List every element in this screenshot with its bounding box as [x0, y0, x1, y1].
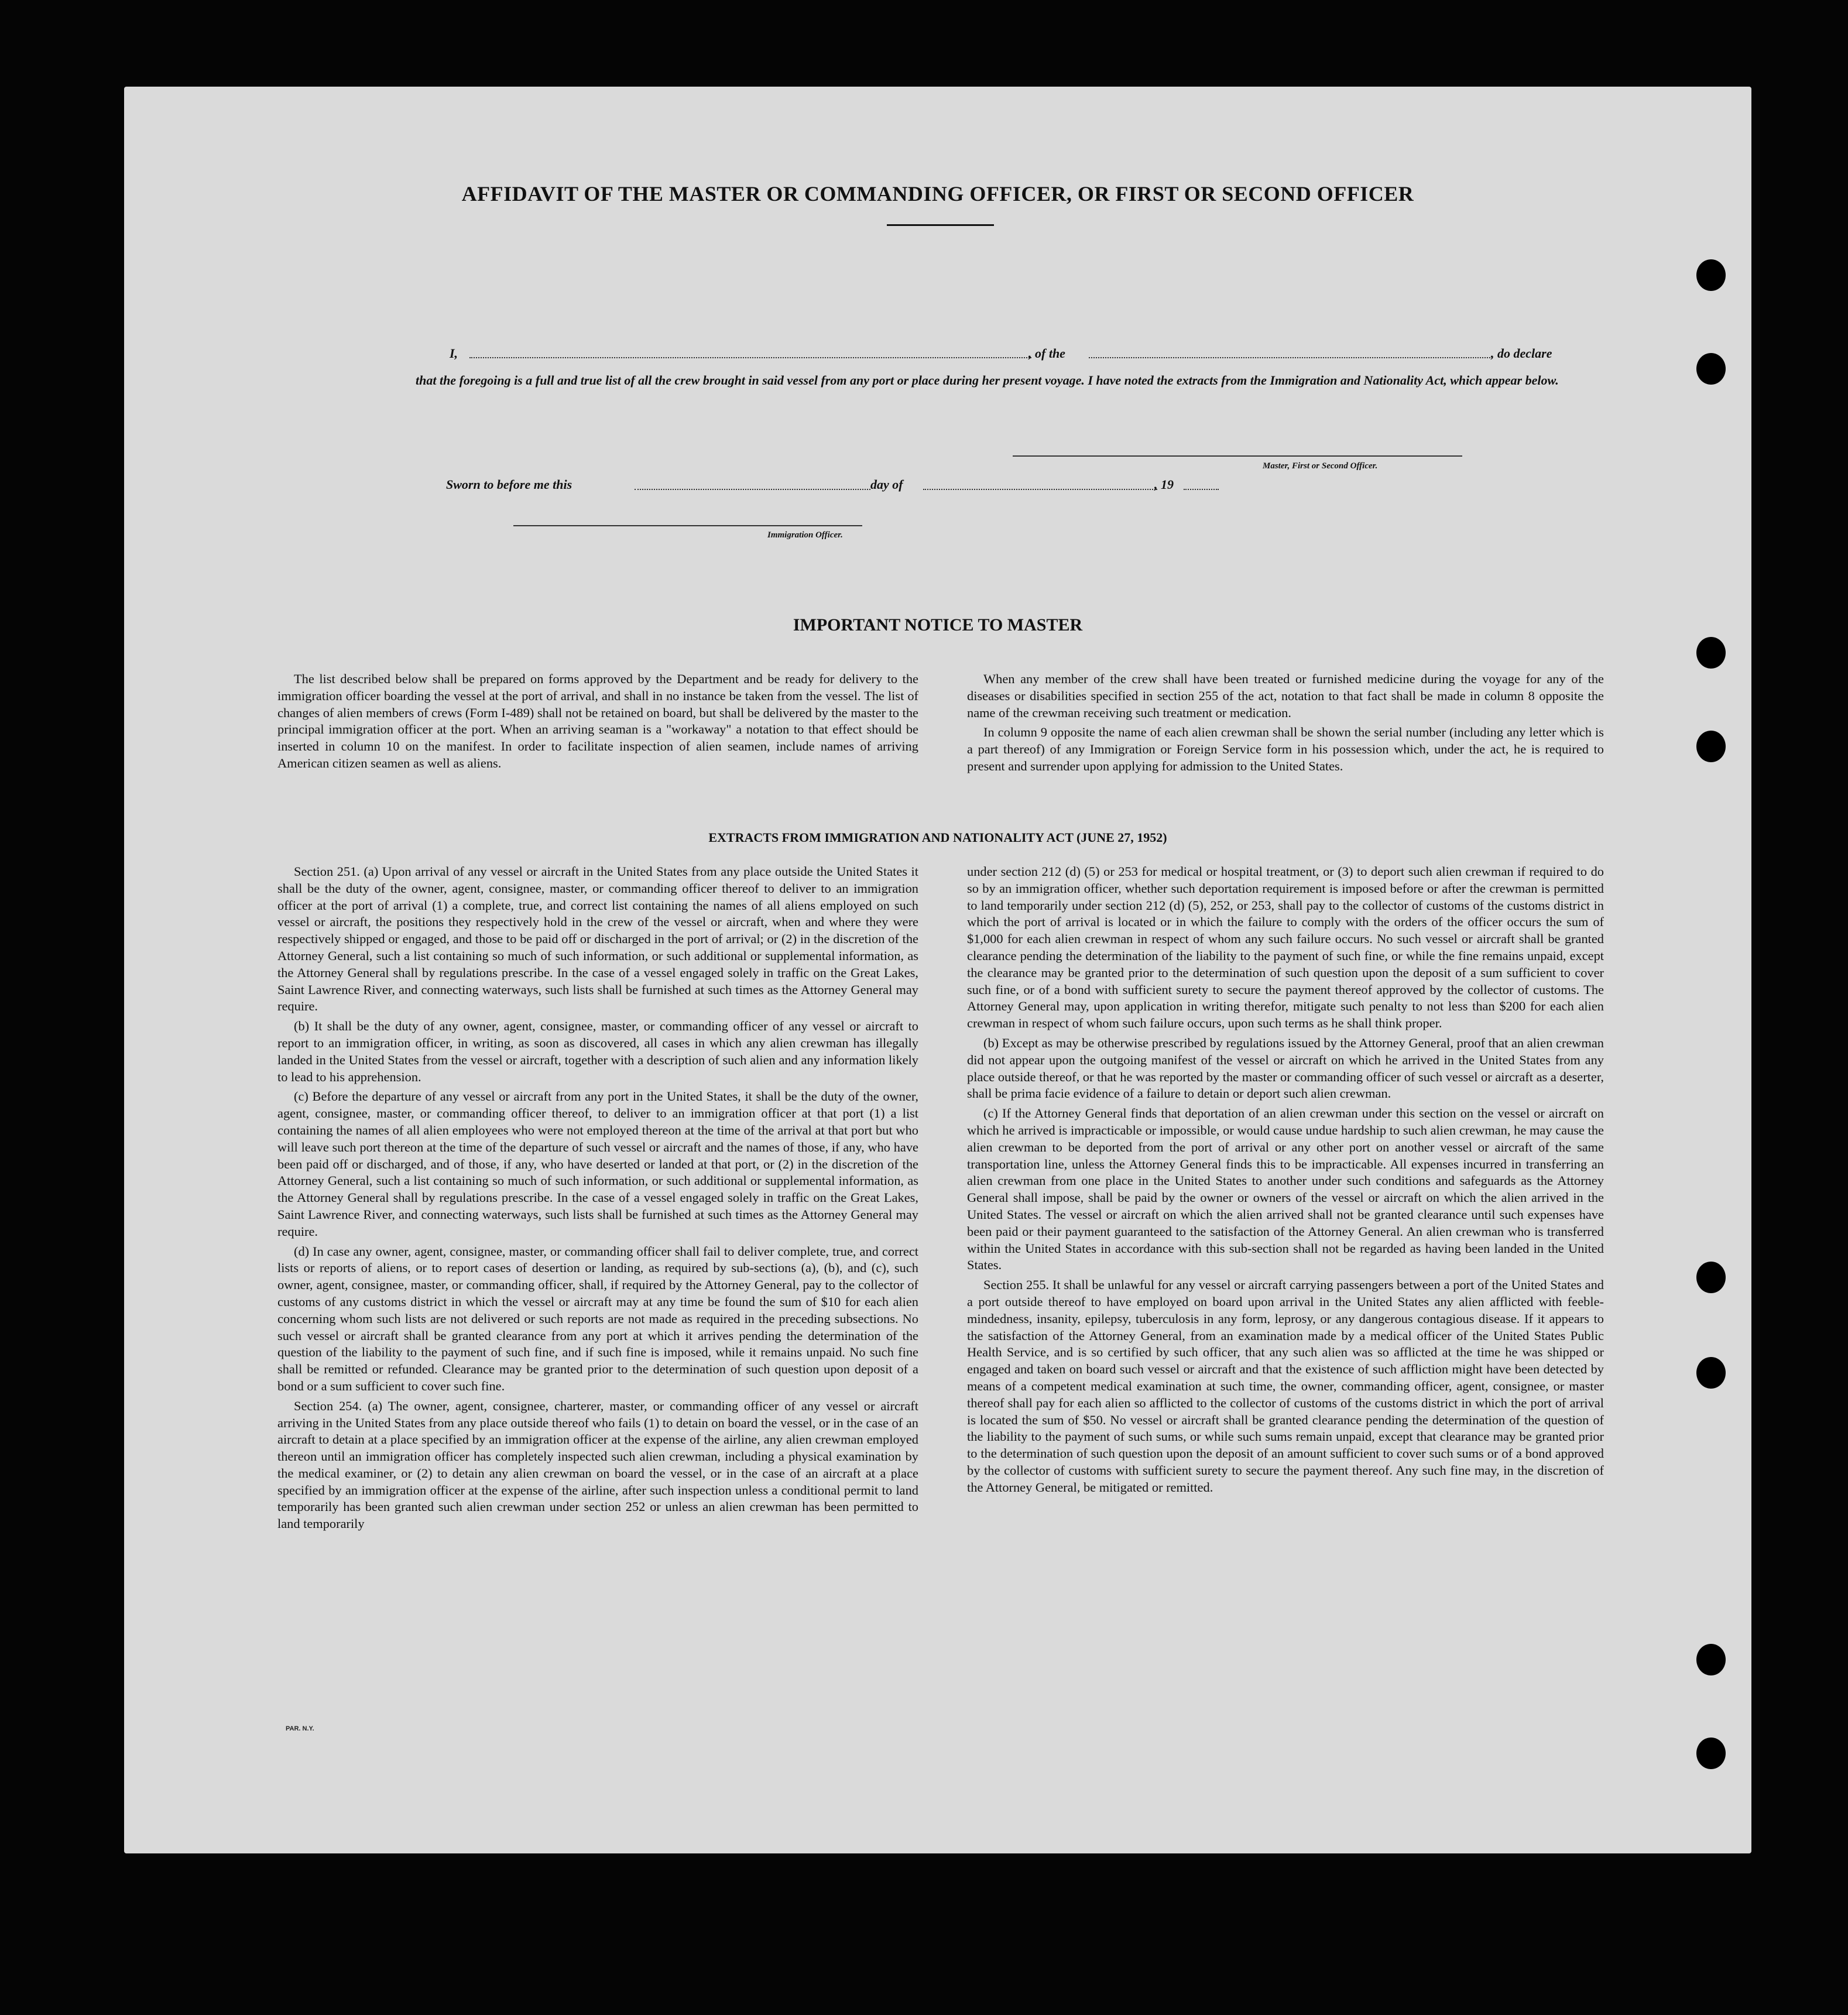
notice-right-paragraph-1: When any member of the crew shall have been treated or furnished medicine during the voyage for any of the diseases or disabilities specified in section 255 of the act, notation to that fact shall be made in column 8 opposite the name of the crewman receiving such treatment or medication. [967, 671, 1604, 720]
sworn-label: Sworn to before me this [446, 477, 572, 492]
binder-hole [1696, 1357, 1726, 1389]
binder-hole [1696, 1262, 1726, 1293]
binder-hole [1696, 637, 1726, 669]
affidavit-of-the-label: , of the [1028, 346, 1065, 361]
sworn-day-field[interactable] [635, 489, 870, 490]
section-254-a: Section 254. (a) The owner, agent, consignee, charterer, master, or commanding officer of any vessel or aircraft arriving in the United States from any place outside thereof who fails (1) to detain on board the vessel, or in the case of an aircraft to detain at a place specified by an immigration officer at the expense of the airline, any alien crewman employed thereon until an immigration officer has completely inspected such alien crewman, including a physical examination by the medical examiner, or (2) to detain any alien crewman on board the vessel, or in the case of an aircraft at a place specified by an immigration officer at the expense of the airline, after such inspection unless a conditional permit to land temporarily has been granted such alien crewman under section 252 or unless an alien crewman has been permitted to land temporarily [277, 1398, 918, 1531]
document-page [124, 87, 1751, 1853]
section-254-b: (b) Except as may be otherwise prescribed by regulations issued by the Attorney General, proof that an alien crewman did not appear upon the outgoing manifest of the vessel or aircraft on which he arrived in the United States from any place outside thereof, or that he was reported by the master or commanding officer of such vessel or aircraft as a deserter, shall be prima facie evidence of a failure to detain or deport such alien crewman. [967, 1035, 1604, 1101]
sworn-month-field[interactable] [923, 489, 1157, 490]
day-of-label: day of [870, 477, 903, 492]
printer-mark: PAR. N.Y. [286, 1725, 314, 1732]
affidavit-body: that the foregoing is a full and true list of all the crew brought in said vessel from any port or place during her present voyage. I have noted the extracts from the Immigration and Nationality Act, which appear below. [416, 373, 1559, 388]
section-254-a-continued: under section 212 (d) (5) or 253 for medical or hospital treatment, or (3) to deport such alien crewman if required to do so by an immigration officer, whether such deportation requirement is imposed before or after the crewman is permitted to land temporarily under section 212 (d) (5), 252, or 253, shall pay to the collector of customs of the customs district in which the port of arrival is located or in which the failure to comply with the orders of the officer occurs the sum of $1,000 for each alien crewman in respect of whom any such failure occurs. No such vessel or aircraft shall be granted clearance pending the determination of the liability to the payment of such fine, or while the fine remains unpaid, except the clearance may be granted prior to the determination of such question upon the deposit of a sum sufficient to cover such fine, or of a bond with sufficient surety to secure the payment thereof approved by the collector of customs. The Attorney General may, upon application in writing therefor, mitigate such penalty to not less than $200 for each alien crewman in respect of whom such failure occurs, upon such terms as he shall think proper. [967, 864, 1604, 1031]
binder-hole [1696, 353, 1726, 385]
sworn-year-field[interactable] [1184, 489, 1219, 490]
affidavit-i-label: I, [450, 346, 458, 361]
officer-signature-line[interactable] [513, 525, 862, 526]
notice-title: IMPORTANT NOTICE TO MASTER [793, 615, 1083, 635]
title-rule [887, 224, 994, 226]
extracts-right-column [967, 863, 1604, 1496]
binder-hole [1696, 731, 1726, 762]
year-label: , 19 [1154, 477, 1174, 492]
notice-left-paragraph: The list described below shall be prepared on forms approved by the Department and be ready for delivery to the immigration officer boarding the vessel at the port of arrival, and shall in no instance be taken from the vessel. The list of changes of alien members of crews (Form I-489) shall not be retained on board, but shall be delivered by the master to the principal immigration officer at the port. When an arriving seaman is a "workaway" a notation to that effect should be inserted in column 10 on the manifest. In order to facilitate inspection of alien seamen, include names of arriving American citizen seamen as well as aliens. [277, 671, 918, 770]
section-251-b: (b) It shall be the duty of any owner, agent, consignee, master, or commanding officer of any vessel or aircraft to report to an immigration officer, in writing, as soon as discovered, all cases in which any alien crewman has illegally landed in the United States from the vessel or aircraft, together with a description of such alien and any information likely to lead to his apprehension. [277, 1019, 918, 1084]
master-signature-label: Master, First or Second Officer. [1263, 461, 1378, 471]
binder-hole [1696, 1644, 1726, 1675]
section-255: Section 255. It shall be unlawful for any vessel or aircraft carrying passengers between a port of the United States and a port outside thereof to have employed on board upon arrival in the United States any alien afflicted with feeble-mindedness, insanity, epilepsy, tuberculosis in any form, leprosy, or any dangerous contagious disease. If it appears to the satisfaction of the Attorney General, from an examination made by a medical officer of the United States Public Health Service, and is so certified by such officer, that any such alien was so afflicted at the time he was shipped or engaged and taken on board such vessel or aircraft and that the existence of such affliction might have been detected by means of a competent medical examination at such time, the owner, commanding officer, agent, consignee, or master thereof shall pay for each alien so afflicted to the collector of customs of the customs district in which the port of arrival is located the sum of $50. No vessel or aircraft shall be granted clearance pending the determination of the question of the liability to the payment of such sums, or while such sums remain unpaid, except that clearance may be granted prior to the determination of such question upon the deposit of an amount sufficient to cover such sums or of a bond approved by the collector of customs with sufficient surety to secure the payment thereof. Any such fine may, in the discretion of the Attorney General, be mitigated or remitted. [967, 1277, 1604, 1495]
officer-signature-label: Immigration Officer. [767, 530, 843, 540]
master-signature-line[interactable] [1013, 455, 1462, 457]
declarant-name-field[interactable] [469, 357, 1031, 358]
section-254-c: (c) If the Attorney General finds that deportation of an alien crewman under this section on the vessel or aircraft on which he arrived is impracticable or impossible, or would cause undue hardship to such alien crewman, he may cause the alien crewman to be deported from the port of arrival or any other port on another vessel or aircraft of the same transportation line, unless the Attorney General finds this to be impracticable. All expenses incurred in transferring an alien crewman from one place in the United States to another under such conditions and safeguards as the Attorney General shall impose, shall be paid by the owner or owners of the vessel or aircraft on which the alien arrived in the United States. The vessel or aircraft on which the alien arrived shall not be granted clearance until such expenses have been paid or their payment guaranteed to the satisfaction of the Attorney General. An alien crewman who is transferred within the United States in accordance with this sub-section shall not be regarded as having been landed in the United States. [967, 1106, 1604, 1273]
binder-hole [1696, 1738, 1726, 1769]
section-251-c: (c) Before the departure of any vessel or aircraft from any port in the United States, it shall be the duty of the owner, agent, consignee, master, or commanding officer thereof, to deliver to an immigration officer at that port (1) a list containing the names of all alien employees who were not employed thereon at the time of the arrival at that port but who will leave such port thereon at the time of the departure of such vessel or aircraft and the names of those, if any, who have been paid off or discharged, and of those, if any, who have deserted or landed at that port, or (2) in the discretion of the Attorney General, such a list containing so much of such information, or such additional or supplemental information, as the Attorney General shall by regulations prescribe. In the case of a vessel engaged solely in traffic on the Great Lakes, Saint Lawrence River, and connecting waterways, such lists shall be furnished at such times as the Attorney General may require. [277, 1089, 918, 1239]
vessel-name-field[interactable] [1089, 357, 1493, 358]
affidavit-title: AFFIDAVIT OF THE MASTER OR COMMANDING OFFICER, OR FIRST OR SECOND OFFICER [461, 182, 1414, 205]
notice-right-column [967, 671, 1604, 775]
section-251-d: (d) In case any owner, agent, consignee, master, or commanding officer shall fail to deliver complete, true, and correct lists or reports of aliens, or to report cases of desertion or landing, as required by sub-sections (a), (b), and (c), such owner, agent, consignee, master, or commanding officer, shall, if required by the Attorney General, pay to the collector of customs of any customs district in which the vessel or aircraft may at any time be found the sum of $10 for each alien concerning whom such lists are not delivered or such reports are not made as required in the preceding subsections. No such vessel or aircraft shall be granted clearance from any port at which it arrives pending the determination of the question of the liability to the payment of such fine, and if such fine is imposed, while it remains unpaid. No such fine shall be remitted or refunded. Clearance may be granted prior to the determination of such question upon deposit of a bond or a sum sufficient to cover such fine. [277, 1243, 918, 1393]
extracts-left-column [277, 863, 918, 1533]
binder-hole [1696, 259, 1726, 291]
notice-right-paragraph-2: In column 9 opposite the name of each alien crewman shall be shown the serial number (including any letter which is a part thereof) of any Immigration or Foreign Service form in his possession which, under the act, he is required to present and surrender upon applying for admission to the United States. [967, 725, 1604, 773]
extracts-title: EXTRACTS FROM IMMIGRATION AND NATIONALITY ACT (JUNE 27, 1952) [708, 830, 1167, 845]
section-251-a: Section 251. (a) Upon arrival of any vessel or aircraft in the United States from any place outside the United States it shall be the duty of the owner, agent, consignee, master, or commanding officer thereof to deliver to an immigration officer at the port of arrival (1) a complete, true, and correct list containing the names of all aliens employed on such vessel or aircraft, the positions they respectively hold in the crew of the vessel or aircraft, when and where they were respectively shipped or engaged, and those to be paid off or discharged in the port of arrival; or (2) in the discretion of the Attorney General, such a list containing so much of such information, or such additional or supplemental information, as the Attorney General shall by regulations prescribe. In the case of a vessel engaged solely in traffic on the Great Lakes, Saint Lawrence River, and connecting waterways, such lists shall be furnished at such times as the Attorney General may require. [277, 864, 918, 1014]
notice-left-column [277, 671, 918, 772]
affidavit-do-declare-label: , do declare [1491, 346, 1552, 361]
